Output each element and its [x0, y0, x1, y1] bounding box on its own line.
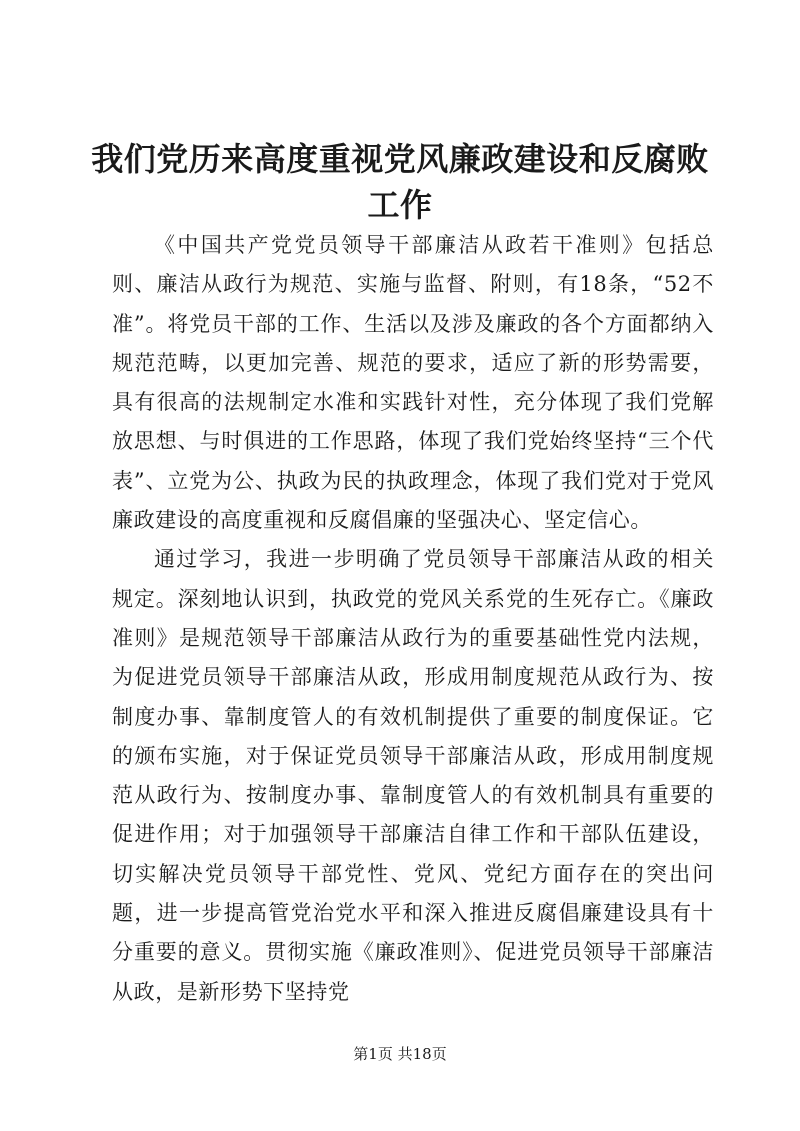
page-number-footer: 第1页 共18页	[353, 1045, 447, 1063]
document-title: 我们党历来高度重视党风廉政建设和反腐败工作	[91, 140, 709, 224]
paragraph: 《中国共产党党员领导干部廉洁从政若干准则》包括总则、廉洁从政行为规范、实施与监督、附则，有18条，“52不准”。将党员干部的工作、生活以及涉及廉政的各个方面都纳入规范范畴，以更加完善、规范的要求，适应了新的形势需要，具有很高的法规制定水准和实践针对性，充分体现了我们党解放思想、与时俱进的工作思路，体现了我们党始终坚持“三个代表”、立党为公、执政为民的执政理念，体现了我们党对于党风廉政建设的高度重视和反腐倡廉的坚强决心、坚定信心。	[112, 233, 714, 533]
paragraph: 通过学习，我进一步明确了党员领导干部廉洁从政的相关规定。深刻地认识到，执政党的党风关系党的生死存亡。《廉政准则》是规范领导干部廉洁从政行为的重要基础性党内法规，为促进党员领导干部廉洁从政，形成用制度规范从政行为、按制度办事、靠制度管人的有效机制提供了重要的制度保证。它的颁布实施，对于保证党员领导干部廉洁从政，形成用制度规范从政行为、按制度办事、靠制度管人的有效机制具有重要的促进作用；对于加强领导干部廉洁自律工作和干部队伍建设，切实解决党员领导干部党性、党风、党纪方面存在的突出问题，进一步提高管党治党水平和深入推进反腐倡廉建设具有十分重要的意义。贯彻实施《廉政准则》、促进党员领导干部廉洁从政，是新形势下坚持党	[112, 547, 714, 1004]
document-body	[112, 226, 714, 1012]
